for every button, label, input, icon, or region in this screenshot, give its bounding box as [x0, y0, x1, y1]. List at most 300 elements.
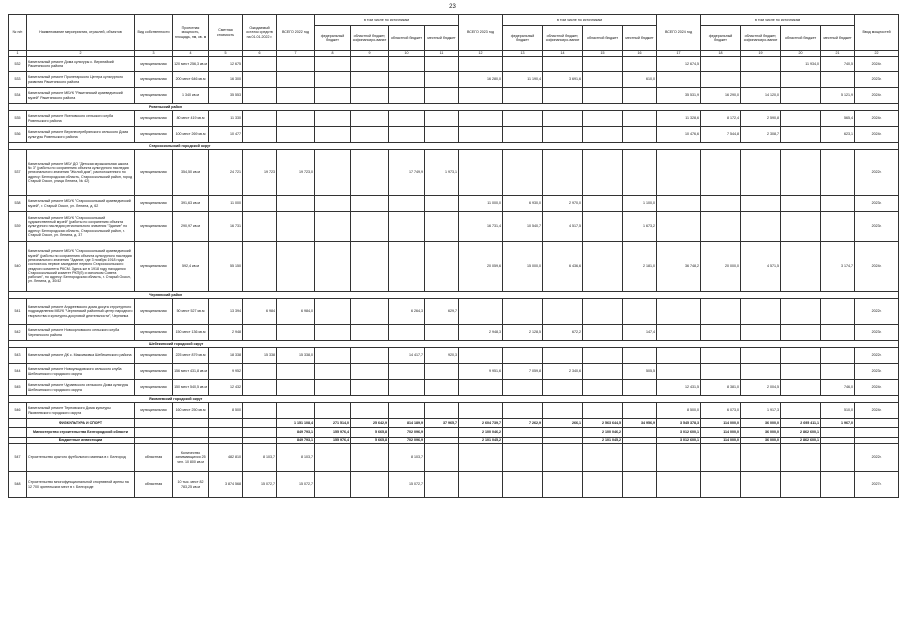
table-cell	[503, 150, 543, 196]
table-cell	[315, 472, 351, 498]
table-cell: 920,3	[425, 348, 459, 364]
table-cell	[425, 325, 459, 341]
table-cell: 8 500,0	[657, 403, 701, 419]
row-name-cell: Капитальный ремонт МБУК "Старооскольский художественный музей" (работы по сохранению объекта культурного наследия регионального значения "Здание" по адресу: Белгородская область, Старооскольский район, г. Старый Оскол, ул. Ленина, д. 37	[27, 212, 135, 242]
table-cell: 2 181,0	[623, 242, 657, 292]
table-cell: 19 723	[243, 150, 277, 196]
table-cell: 548	[9, 472, 27, 498]
table-cell: муниципальная	[135, 325, 173, 341]
table-cell: 2022г.	[855, 444, 899, 472]
table-cell	[657, 299, 701, 325]
table-cell: 16 290,0	[701, 88, 741, 104]
table-cell: 13 394	[209, 299, 243, 325]
table-cell: 6 436,6	[543, 242, 583, 292]
col-name: Наименование мероприятия, отраслей, объектов	[27, 15, 135, 51]
table-cell	[351, 212, 389, 242]
table-cell	[657, 348, 701, 364]
table-row	[9, 72, 899, 88]
table-cell	[425, 111, 459, 127]
table-cell	[583, 150, 623, 196]
table-cell	[459, 127, 503, 143]
column-number: 12	[459, 51, 503, 57]
table-cell	[351, 57, 389, 72]
table-cell: 114 000,0	[701, 428, 741, 438]
row-name-cell: Капитальный ремонт МБУК "Старооскольский краеведческий музей", г. Старый Оскол, ул. Ленина, д. 62	[27, 196, 135, 212]
column-number: 18	[701, 51, 741, 57]
col-loc: местный бюджет	[623, 26, 657, 51]
table-cell	[623, 444, 657, 472]
table-cell: 537	[9, 150, 27, 196]
table-cell	[173, 428, 209, 438]
table-cell	[701, 299, 741, 325]
table-cell	[277, 88, 315, 104]
table-cell	[277, 212, 315, 242]
table-cell: 2 101 045,2	[459, 438, 503, 444]
table-cell	[583, 403, 623, 419]
table-cell: муниципальная	[135, 196, 173, 212]
table-cell	[657, 150, 701, 196]
table-cell	[623, 348, 657, 364]
table-cell: 12 431,5	[657, 380, 701, 396]
column-number: 3	[135, 51, 173, 57]
table-cell: 1 340 кв.м	[173, 88, 209, 104]
table-cell: 16 300	[209, 72, 243, 88]
table-cell	[277, 72, 315, 88]
table-cell: 545	[9, 380, 27, 396]
table-cell: 849 793,1	[277, 428, 315, 438]
table-cell: 16 731,4	[459, 212, 503, 242]
table-cell: 2024г.	[855, 111, 899, 127]
table-cell: 11 190,4	[503, 72, 543, 88]
table-cell	[459, 88, 503, 104]
table-row	[9, 472, 899, 498]
column-number: 21	[821, 51, 855, 57]
table-cell	[821, 150, 855, 196]
table-cell	[543, 348, 583, 364]
table-cell: 2022г.	[855, 150, 899, 196]
table-cell	[741, 299, 781, 325]
table-cell: 2 604 739,7	[459, 419, 503, 428]
table-cell	[781, 111, 821, 127]
table-cell	[351, 111, 389, 127]
table-cell: 80 мест 419 кв.м	[173, 111, 209, 127]
section-title: Шебекинский городской округ	[9, 341, 899, 348]
table-cell: 266,1	[543, 419, 583, 428]
table-body	[9, 57, 899, 498]
table-cell: 536	[9, 127, 27, 143]
table-cell: 5 665,8	[351, 438, 389, 444]
table-cell	[351, 196, 389, 212]
column-number: 8	[315, 51, 351, 57]
table-cell: 25 642,9	[351, 419, 389, 428]
table-cell	[781, 364, 821, 380]
table-cell	[351, 72, 389, 88]
table-cell: 2022г.	[855, 299, 899, 325]
table-cell	[315, 127, 351, 143]
table-cell: 2 308,7	[741, 127, 781, 143]
col-total-2022: ВСЕГО 2022 год	[277, 15, 315, 51]
table-cell	[503, 88, 543, 104]
table-cell	[315, 212, 351, 242]
table-cell: 10 476,6	[657, 127, 701, 143]
table-cell	[657, 364, 701, 380]
table-cell: 9 952	[209, 364, 243, 380]
table-cell	[583, 242, 623, 292]
table-cell	[583, 299, 623, 325]
table-cell: 14 417,7	[389, 348, 425, 364]
table-cell: 6 073,0	[701, 403, 741, 419]
col-sources-2023: в том числе по источникам	[503, 15, 657, 26]
table-cell: 19 723,0	[277, 150, 315, 196]
table-cell: 16 731	[209, 212, 243, 242]
table-cell	[781, 348, 821, 364]
table-cell	[425, 444, 459, 472]
table-row	[9, 88, 899, 104]
table-cell: 11 934,0	[781, 57, 821, 72]
table-cell	[543, 444, 583, 472]
table-cell: 150 мест 136 кв.м	[173, 325, 209, 341]
table-cell	[243, 419, 277, 428]
table-cell	[277, 57, 315, 72]
table-cell	[543, 111, 583, 127]
column-number: 22	[855, 51, 899, 57]
table-cell	[701, 57, 741, 72]
table-cell: 2 004,5	[741, 380, 781, 396]
table-cell: муниципальная	[135, 348, 173, 364]
table-cell: 155 976,4	[315, 428, 351, 438]
table-cell: 510,0	[821, 403, 855, 419]
table-cell	[623, 111, 657, 127]
table-cell: 6 264,3	[389, 299, 425, 325]
table-cell	[135, 419, 173, 428]
table-cell	[543, 127, 583, 143]
column-number: 14	[543, 51, 583, 57]
table-cell: 147,4	[623, 325, 657, 341]
table-cell	[243, 127, 277, 143]
col-fed: федеральный бюджет	[315, 26, 351, 51]
table-cell: муниципальная	[135, 127, 173, 143]
table-cell: 1 673,2	[623, 212, 657, 242]
table-cell	[425, 127, 459, 143]
column-number: 9	[351, 51, 389, 57]
table-cell	[351, 348, 389, 364]
table-cell	[243, 380, 277, 396]
table-cell: муниципальная	[135, 242, 173, 292]
table-cell: 2 100 046,2	[459, 428, 503, 438]
table-cell	[9, 419, 27, 428]
table-cell: 35 553	[209, 88, 243, 104]
table-cell	[701, 348, 741, 364]
table-cell: 354,50 кв.м	[173, 150, 209, 196]
table-cell: 14 120,0	[741, 88, 781, 104]
table-cell	[9, 428, 27, 438]
row-name-cell: Капитальный ремонт МБУ ДО "Детская музыкальная школа № 3" (работы по сохранению объекта культурного наследия регионального значения "Жилой дом", расположенного по адресу: Белгородская область, Старооскольский район, город Старый Оскол, улица Ленина, № 42)	[27, 150, 135, 196]
table-cell	[503, 380, 543, 396]
table-cell	[315, 364, 351, 380]
table-cell: 2023г.	[855, 212, 899, 242]
table-cell	[243, 57, 277, 72]
table-cell: 20 059,6	[459, 242, 503, 292]
table-cell	[351, 472, 389, 498]
table-cell: 11 000,0	[459, 196, 503, 212]
table-cell: 114 000,0	[701, 419, 741, 428]
table-cell	[459, 150, 503, 196]
table-cell	[741, 444, 781, 472]
col-regcof: областной бюджет, софинансиро-вание	[351, 26, 389, 51]
table-cell: 2 862 600,1	[781, 428, 821, 438]
summary-row	[9, 419, 899, 428]
table-cell	[425, 196, 459, 212]
table-cell	[583, 325, 623, 341]
table-cell	[459, 472, 503, 498]
row-name-cell: Капитальный ремонт Пролетарского Центра культурного развития Ракитянского района	[27, 72, 135, 88]
table-cell	[741, 196, 781, 212]
table-cell	[543, 428, 583, 438]
table-cell: 2 695 411,1	[781, 419, 821, 428]
table-cell	[701, 364, 741, 380]
table-cell	[351, 150, 389, 196]
table-cell: 2024г.	[855, 242, 899, 292]
table-cell	[821, 72, 855, 88]
table-cell	[243, 428, 277, 438]
table-cell: 10 477	[209, 127, 243, 143]
table-cell	[389, 325, 425, 341]
table-cell	[459, 111, 503, 127]
table-cell	[503, 57, 543, 72]
table-cell: 539	[9, 212, 27, 242]
table-cell: 849 793,1	[277, 438, 315, 444]
table-cell: 623,1	[821, 127, 855, 143]
col-sources-2024: в том числе по источникам	[701, 15, 855, 26]
table-cell: 2024г.	[855, 57, 899, 72]
table-cell	[657, 212, 701, 242]
table-cell: 9 951,6	[459, 364, 503, 380]
table-cell	[741, 364, 781, 380]
table-cell: 36 748,2	[657, 242, 701, 292]
table-cell: 6 984	[243, 299, 277, 325]
table-cell	[351, 127, 389, 143]
table-cell	[701, 72, 741, 88]
table-cell	[741, 150, 781, 196]
table-cell	[315, 57, 351, 72]
table-cell: 547	[9, 444, 27, 472]
table-cell	[821, 325, 855, 341]
table-cell	[781, 380, 821, 396]
table-cell: 746,0	[821, 380, 855, 396]
table-cell	[781, 88, 821, 104]
table-cell	[277, 380, 315, 396]
table-cell: 814 189,9	[389, 419, 425, 428]
table-cell: 532	[9, 57, 27, 72]
col-total-2024: ВСЕГО 2024 год	[657, 15, 701, 51]
row-name-cell: Бюджетные инвестиции	[27, 438, 135, 444]
table-cell	[623, 380, 657, 396]
table-cell: 156 мест 431,8 кв.м	[173, 364, 209, 380]
table-cell	[425, 242, 459, 292]
table-row	[9, 325, 899, 341]
col-cost: Сметная стоимость	[209, 15, 243, 51]
table-cell	[425, 428, 459, 438]
table-cell: 4 517,5	[543, 212, 583, 242]
table-cell	[351, 88, 389, 104]
table-cell: 702 096,9	[389, 428, 425, 438]
table-cell	[351, 299, 389, 325]
table-cell: Количество занимающихся 25 чел. 10 800 кв.м	[173, 444, 209, 472]
table-cell	[623, 403, 657, 419]
table-cell: муниципальная	[135, 88, 173, 104]
table-cell	[243, 88, 277, 104]
table-cell: 2024г.	[855, 127, 899, 143]
table-cell	[425, 212, 459, 242]
table-cell	[425, 88, 459, 104]
table-cell	[389, 242, 425, 292]
col-owner: Вид собственности	[135, 15, 173, 51]
column-number: 19	[741, 51, 781, 57]
table-cell	[741, 57, 781, 72]
table-cell	[315, 88, 351, 104]
table-cell: 1 973,1	[425, 150, 459, 196]
table-cell: 2024г.	[855, 403, 899, 419]
table-cell: 35 531,9	[657, 88, 701, 104]
table-cell	[821, 212, 855, 242]
table-cell	[315, 196, 351, 212]
table-cell: 2024г.	[855, 380, 899, 396]
table-cell: 16 280,0	[459, 72, 503, 88]
table-cell	[209, 419, 243, 428]
table-cell	[781, 150, 821, 196]
table-row	[9, 299, 899, 325]
table-cell: 2 563 644,5	[583, 419, 623, 428]
table-cell: 160 мест 250 кв.м	[173, 403, 209, 419]
table-row	[9, 196, 899, 212]
table-cell	[657, 444, 701, 472]
table-cell	[459, 444, 503, 472]
table-row	[9, 444, 899, 472]
col-capacity: Проектная мощность, площадь, пм, кв. м	[173, 15, 209, 51]
table-cell	[315, 299, 351, 325]
table-cell	[781, 444, 821, 472]
section-row	[9, 292, 899, 299]
table-cell	[583, 88, 623, 104]
table-cell: 7 059,8	[503, 364, 543, 380]
table-cell	[243, 212, 277, 242]
table-cell	[425, 57, 459, 72]
column-number: 5	[209, 51, 243, 57]
table-cell	[741, 72, 781, 88]
row-name-cell: Капитальный ремонт Ясеновского сельского клуба Ровеньского района	[27, 111, 135, 127]
table-cell	[543, 88, 583, 104]
table-cell	[583, 127, 623, 143]
table-cell	[741, 472, 781, 498]
table-cell	[583, 364, 623, 380]
table-cell: 541	[9, 299, 27, 325]
table-cell	[543, 403, 583, 419]
table-cell	[459, 299, 503, 325]
table-cell	[389, 380, 425, 396]
table-cell: 36 000,0	[741, 419, 781, 428]
column-number: 11	[425, 51, 459, 57]
column-number: 1	[9, 51, 27, 57]
row-name-cell: Капитальный ремонт Верхнесеребрянского сельского Дома культуры Ровеньского района	[27, 127, 135, 143]
table-cell: 3 012 600,1	[657, 428, 701, 438]
table-cell: 2 590,8	[741, 111, 781, 127]
table-cell	[459, 403, 503, 419]
table-cell	[389, 403, 425, 419]
table-cell	[623, 472, 657, 498]
row-name-cell: Строительство крытого футбольного манежа в г. Белгород	[27, 444, 135, 472]
table-cell	[583, 111, 623, 127]
table-cell: муниципальная	[135, 364, 173, 380]
table-cell: 2 970,0	[543, 196, 583, 212]
table-cell: 8 103,7	[389, 444, 425, 472]
table-cell	[277, 127, 315, 143]
table-cell	[315, 348, 351, 364]
column-number: 7	[277, 51, 315, 57]
table-cell	[315, 111, 351, 127]
table-cell: 8 500	[209, 403, 243, 419]
table-cell: 592,4 кв.м	[173, 242, 209, 292]
table-cell: 2 948	[209, 325, 243, 341]
table-cell	[583, 212, 623, 242]
col-num: № п/п	[9, 15, 27, 51]
table-cell	[781, 212, 821, 242]
table-cell: 15 338,0	[277, 348, 315, 364]
column-number: 4	[173, 51, 209, 57]
table-row	[9, 242, 899, 292]
table-row	[9, 57, 899, 72]
table-cell: 11 328,6	[657, 111, 701, 127]
table-cell	[623, 299, 657, 325]
table-cell: 2022г.	[855, 348, 899, 364]
table-cell	[821, 472, 855, 498]
table-row	[9, 364, 899, 380]
section-title: Старооскольский городской округ	[9, 143, 899, 150]
table-cell: 702 096,9	[389, 438, 425, 444]
table-cell	[741, 348, 781, 364]
table-cell: 542	[9, 325, 27, 341]
table-cell	[315, 150, 351, 196]
table-cell	[243, 72, 277, 88]
table-cell	[701, 150, 741, 196]
table-cell	[315, 72, 351, 88]
table-cell	[277, 325, 315, 341]
table-cell	[701, 444, 741, 472]
table-cell: 544	[9, 364, 27, 380]
table-cell: 36 000,0	[741, 438, 781, 444]
table-row	[9, 348, 899, 364]
table-cell	[503, 472, 543, 498]
table-cell: 100 мест 269 кв.м	[173, 127, 209, 143]
column-number: 17	[657, 51, 701, 57]
section-title: Ровеньский район	[9, 104, 899, 111]
table-cell: 15 072,7	[389, 472, 425, 498]
table-cell: 391,63 кв.м	[173, 196, 209, 212]
table-cell	[623, 57, 657, 72]
column-number: 20	[781, 51, 821, 57]
table-cell	[821, 348, 855, 364]
table-cell: 7 262,9	[503, 419, 543, 428]
table-cell	[781, 242, 821, 292]
table-cell: 55 150	[209, 242, 243, 292]
table-cell: 12 674,5	[657, 57, 701, 72]
col-fed: федеральный бюджет	[701, 26, 741, 51]
table-cell	[543, 380, 583, 396]
table-cell: 5 121,9	[821, 88, 855, 104]
table-cell: 8 103,7	[243, 444, 277, 472]
col-reg: областной бюджет	[389, 26, 425, 51]
table-cell: 6 984,0	[277, 299, 315, 325]
section-title: Яковлевский городской округ	[9, 396, 899, 403]
